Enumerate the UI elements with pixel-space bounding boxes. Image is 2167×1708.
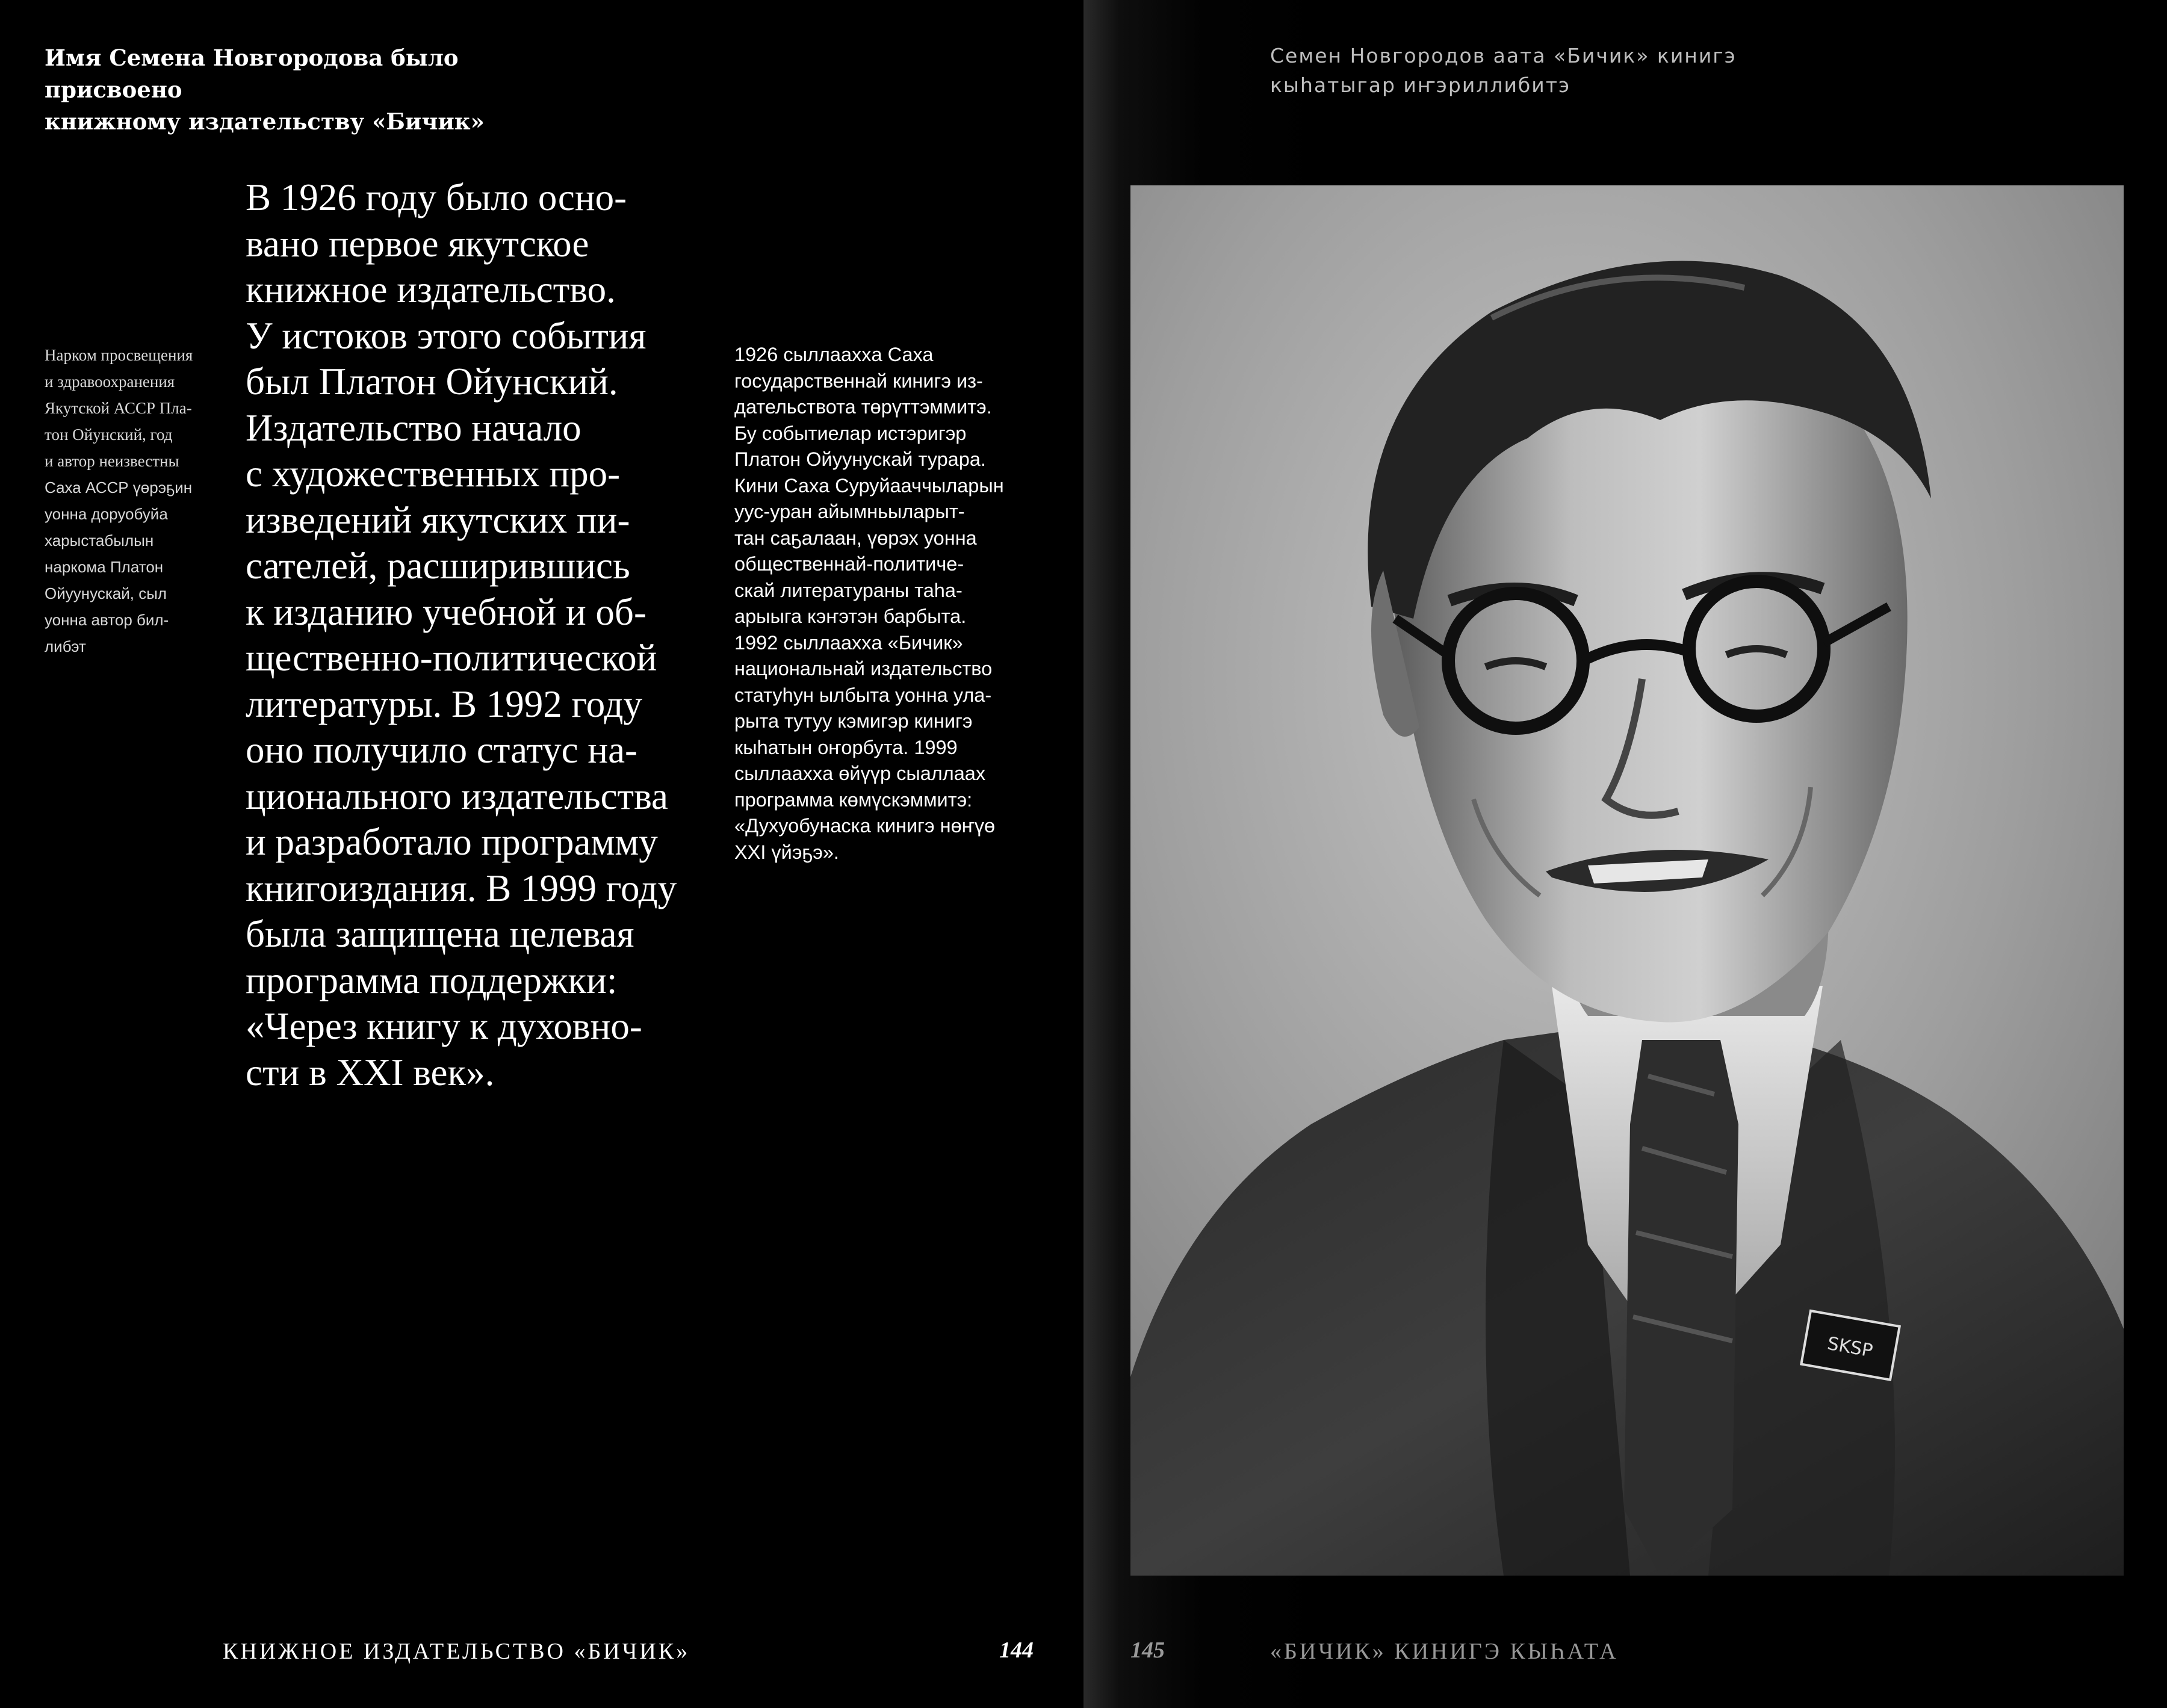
body-line: программа поддержки:: [246, 959, 618, 1001]
body-line: с художественных про-: [246, 453, 621, 495]
caption-line: и здравоохранения: [45, 373, 175, 391]
body-line: книгоиздания. В 1999 году: [246, 867, 677, 909]
portrait-illustration: [1130, 185, 2124, 1576]
caption-line: и автор неизвестны: [45, 452, 179, 470]
page-number-left: 144: [999, 1638, 1034, 1663]
main-body-text-ru: [246, 175, 715, 1095]
body-line: книжное издательство.: [246, 268, 616, 311]
caption-line: тон Ойунский, год: [45, 425, 173, 444]
body-line: изведений якутских пи-: [246, 498, 630, 541]
side-line: скай литератураны таһа-: [734, 579, 963, 601]
portrait-photo: [1130, 185, 2124, 1576]
side-line: национальнай издательство: [734, 658, 993, 679]
body-line: оно получило статус на-: [246, 729, 638, 771]
side-line: 1926 сыллааххa Саха: [734, 344, 934, 365]
side-line: Кини Саха Суруйааччыларын: [734, 474, 1004, 497]
caption-line: наркома Платон: [45, 558, 164, 576]
body-line: «Через книгу к духовно-: [246, 1005, 642, 1047]
running-head-right: [1270, 41, 1812, 100]
side-line: Бу событиелар истэригэр: [734, 422, 967, 444]
necktie: [1624, 1040, 1738, 1576]
side-line: государственнай кинигэ из-: [734, 370, 983, 392]
side-line: тан саҕалаан, үөрэх уонна: [734, 527, 977, 549]
side-body-text-sah: [734, 342, 1053, 865]
caption-line: Якутской АССР Пла-: [45, 399, 192, 417]
photo-caption: [45, 342, 225, 660]
caption-line: либэт: [45, 637, 86, 655]
running-head-left: [45, 42, 586, 138]
caption-line: уонна автор бил-: [45, 611, 169, 629]
running-head-line: Имя Семена Новгородова было присвоено: [45, 45, 459, 103]
body-line: была защищена целевая: [246, 913, 634, 955]
side-line: кыһатын оҥорбута. 1999: [734, 736, 958, 758]
body-line: вано первое якутское: [246, 222, 589, 265]
body-line: сти в XXI век».: [246, 1051, 495, 1094]
side-line: 1992 сыллааххa «Бичик»: [734, 631, 963, 654]
body-line: ционального издательства: [246, 775, 668, 817]
side-line: Платон Ойуунускай турара.: [734, 448, 986, 470]
side-line: арыыга кэҥэтэн барбыта.: [734, 605, 967, 627]
footer-title-left: КНИЖНОЕ ИЗДАТЕЛЬСТВО «БИЧИК»: [223, 1639, 690, 1664]
running-head-line: кыһатыгар иҥэриллибитэ: [1270, 73, 1571, 97]
caption-line: Нарком просвещения: [45, 346, 193, 364]
side-line: XXI үйэҕэ».: [734, 841, 839, 863]
side-line: дательствота төрүттэммитэ.: [734, 396, 992, 418]
body-line: У истоков этого события: [246, 314, 646, 357]
running-head-line: книжному издательству «Бичик»: [45, 108, 485, 135]
footer-title-right: «БИЧИК» КИНИГЭ КЫҺАТА: [1270, 1639, 1619, 1664]
page-number-right: 145: [1130, 1638, 1165, 1663]
body-line: и разработало программу: [246, 821, 658, 863]
body-line: В 1926 году было осно-: [246, 176, 627, 218]
side-line: статуһун ылбыта уонна ула-: [734, 684, 992, 706]
side-line: сыллааххa өйүүр сыаллаах: [734, 763, 986, 784]
body-line: сателей, расширившись: [246, 545, 630, 587]
running-head-line: Семен Новгородов аата «Бичик» кинигэ: [1270, 44, 1737, 67]
side-line: «Духуобунаска кинигэ нөҥүө: [734, 815, 996, 837]
body-line: был Платон Ойунский.: [246, 360, 618, 403]
caption-line: уонна доруобуйа: [45, 505, 168, 523]
caption-line: Ойуунускай, сыл: [45, 584, 167, 602]
body-line: щественно-политической: [246, 637, 657, 679]
side-line: программа көмүскэммитэ:: [734, 788, 973, 811]
caption-line: Саха АССР үөрэҕин: [45, 478, 193, 497]
side-line: рыта тутуу кэмигэр кинигэ: [734, 710, 973, 732]
side-line: общественнай-политиче-: [734, 553, 964, 575]
badge-text: SKSP: [1826, 1332, 1874, 1362]
body-line: к изданию учебной и об-: [246, 590, 646, 633]
body-line: литературы. В 1992 году: [246, 682, 643, 725]
body-line: Издательство начало: [246, 406, 581, 449]
caption-line: харыстабылын: [45, 531, 154, 549]
side-line: уус-уран айымньыларыт-: [734, 501, 965, 522]
